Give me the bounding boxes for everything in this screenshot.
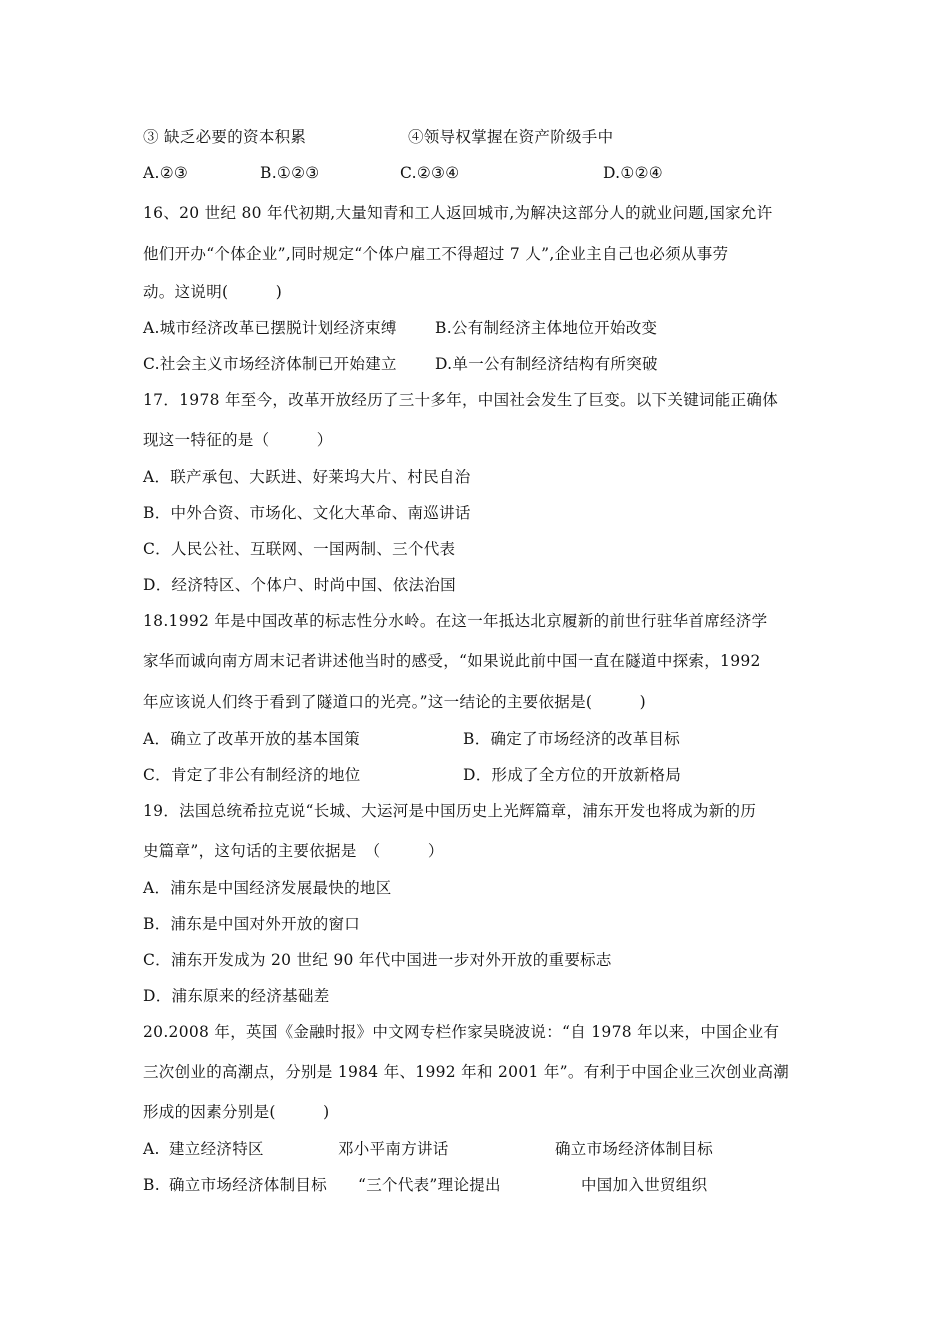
q19-stem-line-2: 史篇章”，这句话的主要依据是 （ ）: [143, 842, 444, 860]
q20-option-b-item-1: 确立市场经济体制目标: [169, 1176, 328, 1194]
q15-items-line: [143, 127, 614, 147]
q16-stem-line-2: 他们开办“个体企业”,同时规定“个体户雇工不得超过 7 人”,企业主自己也必须从事劳: [143, 245, 729, 263]
q19-stem-line-1: 19．法国总统希拉克说“长城、大运河是中国历史上光辉篇章，浦东开发也将成为新的历: [143, 802, 757, 820]
q19-option-a: A．浦东是中国经济发展最快的地区: [143, 879, 392, 897]
q15-option-d: D.①②④: [603, 164, 663, 182]
q20-option-a-letter: A.: [143, 1140, 160, 1158]
q20-stem-line-1: 20.2008 年，英国《金融时报》中文网专栏作家吴晓波说：“自 1978 年以来，中国企业有: [143, 1023, 780, 1041]
q16-options-line-2: [143, 354, 658, 374]
q20-stem-line-3: 形成的因素分别是( ): [143, 1103, 330, 1121]
q20-option-a-item-3: 确立市场经济体制目标: [555, 1140, 714, 1158]
q15-option-b: B.①②③: [260, 164, 320, 182]
q20-option-b-item-2: “三个代表”理论提出: [358, 1176, 501, 1194]
q20-option-b-line: [143, 1175, 708, 1195]
q20-option-a-item-2: 邓小平南方讲话: [338, 1140, 449, 1158]
q18-option-b: B．确定了市场经济的改革目标: [463, 730, 681, 748]
q15-option-c: C.②③④: [400, 164, 460, 182]
q18-option-a: A．确立了改革开放的基本国策: [143, 730, 360, 748]
q20-option-a-item-1: 建立经济特区: [169, 1140, 264, 1158]
q18-option-d: D．形成了全方位的开放新格局: [463, 766, 682, 784]
q18-stem-line-1: 18.1992 年是中国改革的标志性分水岭。在这一年抵达北京履新的前世行驻华首席经济学: [143, 612, 768, 630]
q19-option-c: C．浦东开发成为 20 世纪 90 年代中国进一步对外开放的重要标志: [143, 951, 612, 969]
q20-option-a-line: [143, 1139, 714, 1159]
q18-stem-line-3: 年应该说人们终于看到了隧道口的光亮。”这一结论的主要依据是( ): [143, 693, 646, 711]
q16-stem-line-1: 16、20 世纪 80 年代初期,大量知青和工人返回城市,为解决这部分人的就业问题,国家允许: [143, 204, 773, 222]
q17-option-a: A．联产承包、大跃进、好莱坞大片、村民自治: [143, 468, 471, 486]
q16-option-c: C.社会主义市场经济体制已开始建立: [143, 355, 397, 373]
q16-options-line-1: [143, 318, 658, 338]
q16-stem-line-3: 动。这说明( ): [143, 283, 283, 301]
q20-stem-line-2: 三次创业的高潮点，分别是 1984 年、1992 年和 2001 年”。有利于中国企业三次创业高潮: [143, 1063, 790, 1081]
q20-option-b-item-3: 中国加入世贸组织: [581, 1176, 708, 1194]
q18-options-line-2: [143, 765, 682, 785]
q18-stem-line-2: 家华而诚向南方周末记者讲述他当时的感受，“如果说此前中国一直在隧道中探索，1992: [143, 652, 761, 670]
q18-options-line-1: [143, 729, 681, 749]
q18-option-c: C．肯定了非公有制经济的地位: [143, 766, 361, 784]
q15-option-a: A.②③: [143, 164, 189, 182]
q16-option-a: A.城市经济改革已摆脱计划经济束缚: [143, 319, 397, 337]
q15-item-4: ④领导权掌握在资产阶级手中: [408, 128, 614, 146]
q15-options-line: [143, 163, 663, 183]
q17-stem-line-2: 现这一特征的是（ ）: [143, 431, 333, 449]
q19-option-d: D．浦东原来的经济基础差: [143, 987, 330, 1005]
q16-option-b: B.公有制经济主体地位开始改变: [435, 319, 658, 337]
q20-option-b-letter: B.: [143, 1176, 160, 1194]
q17-stem-line-1: 17．1978 年至今，改革开放经历了三十多年，中国社会发生了巨变。以下关键词能正确体: [143, 391, 778, 409]
q15-item-3: ③ 缺乏必要的资本积累: [143, 128, 307, 146]
q16-option-d: D.单一公有制经济结构有所突破: [435, 355, 658, 373]
q17-option-c: C．人民公社、互联网、一国两制、三个代表: [143, 540, 456, 558]
q17-option-b: B．中外合资、市场化、文化大革命、南巡讲话: [143, 504, 471, 522]
q17-option-d: D．经济特区、个体户、时尚中国、依法治国: [143, 576, 456, 594]
q19-option-b: B．浦东是中国对外开放的窗口: [143, 915, 361, 933]
